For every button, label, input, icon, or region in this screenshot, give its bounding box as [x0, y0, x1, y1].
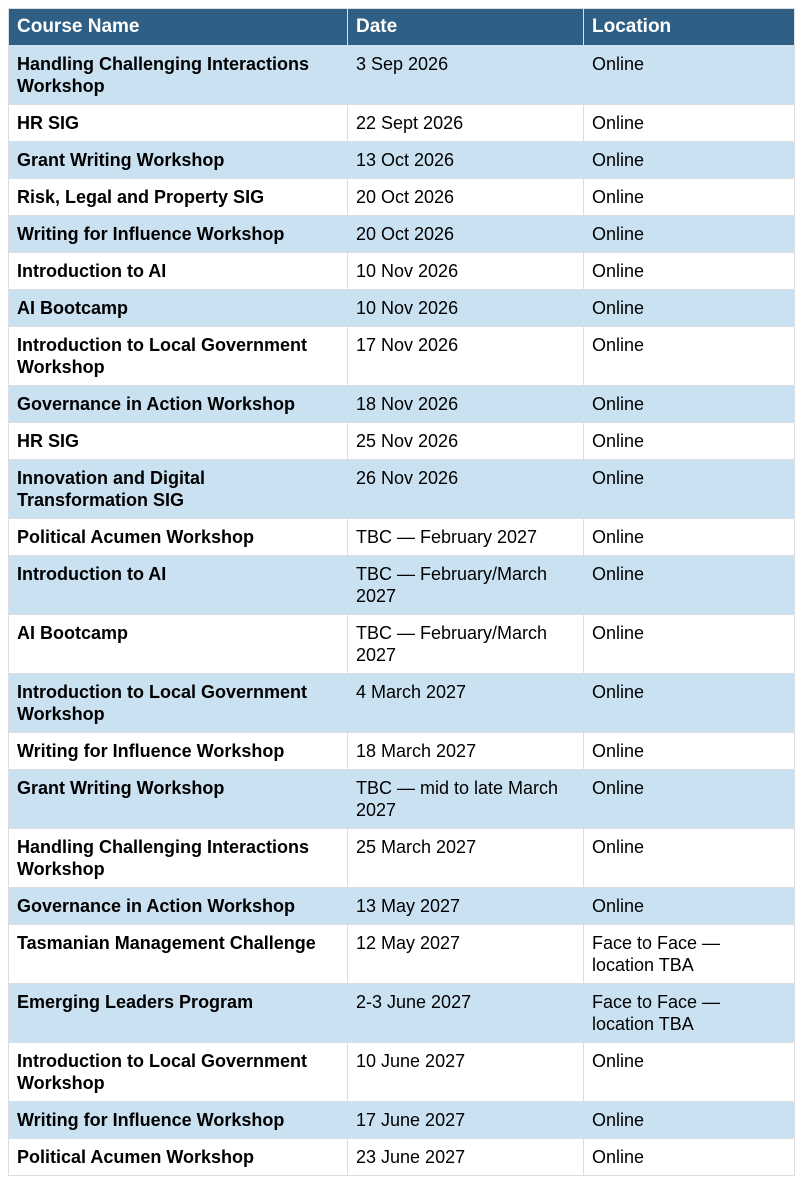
location-cell: Online — [584, 888, 795, 925]
course-name-cell: AI Bootcamp — [9, 290, 348, 327]
course-name-cell: Introduction to AI — [9, 556, 348, 615]
location-cell: Online — [584, 1043, 795, 1102]
date-cell: 13 Oct 2026 — [348, 142, 584, 179]
date-cell: 4 March 2027 — [348, 674, 584, 733]
location-cell: Face to Face — location TBA — [584, 984, 795, 1043]
course-name-cell: Grant Writing Workshop — [9, 770, 348, 829]
date-cell: 10 Nov 2026 — [348, 290, 584, 327]
date-cell: 20 Oct 2026 — [348, 216, 584, 253]
table-row — [9, 46, 795, 105]
table-row — [9, 460, 795, 519]
location-cell: Online — [584, 253, 795, 290]
course-name-cell: Risk, Legal and Property SIG — [9, 179, 348, 216]
course-name-cell: AI Bootcamp — [9, 615, 348, 674]
date-cell: 3 Sep 2026 — [348, 46, 584, 105]
table-header — [9, 9, 795, 46]
table-row — [9, 733, 795, 770]
table-row — [9, 1043, 795, 1102]
location-cell: Online — [584, 1139, 795, 1176]
date-cell: TBC — February 2027 — [348, 519, 584, 556]
course-schedule — [8, 8, 794, 1176]
course-name-cell: Introduction to Local Government Workshop — [9, 1043, 348, 1102]
course-name-cell: HR SIG — [9, 423, 348, 460]
course-name-cell: Introduction to Local Government Workshop — [9, 674, 348, 733]
date-cell: 13 May 2027 — [348, 888, 584, 925]
date-cell: 17 Nov 2026 — [348, 327, 584, 386]
date-cell: 25 March 2027 — [348, 829, 584, 888]
course-name-cell: Tasmanian Management Challenge — [9, 925, 348, 984]
location-cell: Online — [584, 290, 795, 327]
location-cell: Online — [584, 1102, 795, 1139]
table-body — [9, 46, 795, 1176]
course-name-cell: Writing for Influence Workshop — [9, 733, 348, 770]
table-row — [9, 615, 795, 674]
table-row — [9, 142, 795, 179]
table-row — [9, 423, 795, 460]
location-cell: Online — [584, 46, 795, 105]
date-cell: 25 Nov 2026 — [348, 423, 584, 460]
date-cell: 18 Nov 2026 — [348, 386, 584, 423]
table-row — [9, 253, 795, 290]
date-cell: 18 March 2027 — [348, 733, 584, 770]
location-cell: Online — [584, 423, 795, 460]
course-name-cell: Writing for Influence Workshop — [9, 216, 348, 253]
date-cell: 22 Sept 2026 — [348, 105, 584, 142]
course-name-cell: Handling Challenging Interactions Workshop — [9, 829, 348, 888]
header-location: Location — [584, 9, 795, 46]
course-name-cell: Introduction to AI — [9, 253, 348, 290]
location-cell: Online — [584, 556, 795, 615]
header-date: Date — [348, 9, 584, 46]
course-name-cell: Grant Writing Workshop — [9, 142, 348, 179]
table-row — [9, 290, 795, 327]
table-row — [9, 179, 795, 216]
date-cell: 20 Oct 2026 — [348, 179, 584, 216]
course-name-cell: Emerging Leaders Program — [9, 984, 348, 1043]
date-cell: TBC — February/March 2027 — [348, 556, 584, 615]
table-row — [9, 674, 795, 733]
table-row — [9, 216, 795, 253]
table-row — [9, 105, 795, 142]
course-name-cell: HR SIG — [9, 105, 348, 142]
table-row — [9, 327, 795, 386]
course-name-cell: Innovation and Digital Transformation SIG — [9, 460, 348, 519]
location-cell: Online — [584, 327, 795, 386]
table-row — [9, 984, 795, 1043]
table-row — [9, 888, 795, 925]
date-cell: 23 June 2027 — [348, 1139, 584, 1176]
table-row — [9, 1139, 795, 1176]
date-cell: TBC — February/March 2027 — [348, 615, 584, 674]
course-name-cell: Political Acumen Workshop — [9, 1139, 348, 1176]
table-row — [9, 829, 795, 888]
table-row — [9, 1102, 795, 1139]
date-cell: TBC — mid to late March 2027 — [348, 770, 584, 829]
date-cell: 2-3 June 2027 — [348, 984, 584, 1043]
date-cell: 10 Nov 2026 — [348, 253, 584, 290]
table-row — [9, 556, 795, 615]
location-cell: Face to Face — location TBA — [584, 925, 795, 984]
course-name-cell: Handling Challenging Interactions Workshop — [9, 46, 348, 105]
location-cell: Online — [584, 770, 795, 829]
table-row — [9, 386, 795, 423]
location-cell: Online — [584, 386, 795, 423]
date-cell: 26 Nov 2026 — [348, 460, 584, 519]
location-cell: Online — [584, 829, 795, 888]
date-cell: 17 June 2027 — [348, 1102, 584, 1139]
course-name-cell: Writing for Influence Workshop — [9, 1102, 348, 1139]
location-cell: Online — [584, 674, 795, 733]
location-cell: Online — [584, 105, 795, 142]
location-cell: Online — [584, 179, 795, 216]
header-row — [9, 9, 795, 46]
location-cell: Online — [584, 519, 795, 556]
header-course-name: Course Name — [9, 9, 348, 46]
course-table — [8, 8, 795, 1176]
table-row — [9, 770, 795, 829]
location-cell: Online — [584, 142, 795, 179]
table-row — [9, 925, 795, 984]
date-cell: 10 June 2027 — [348, 1043, 584, 1102]
course-name-cell: Governance in Action Workshop — [9, 888, 348, 925]
location-cell: Online — [584, 460, 795, 519]
location-cell: Online — [584, 733, 795, 770]
course-name-cell: Governance in Action Workshop — [9, 386, 348, 423]
course-name-cell: Political Acumen Workshop — [9, 519, 348, 556]
location-cell: Online — [584, 216, 795, 253]
course-name-cell: Introduction to Local Government Workshop — [9, 327, 348, 386]
table-row — [9, 519, 795, 556]
date-cell: 12 May 2027 — [348, 925, 584, 984]
location-cell: Online — [584, 615, 795, 674]
